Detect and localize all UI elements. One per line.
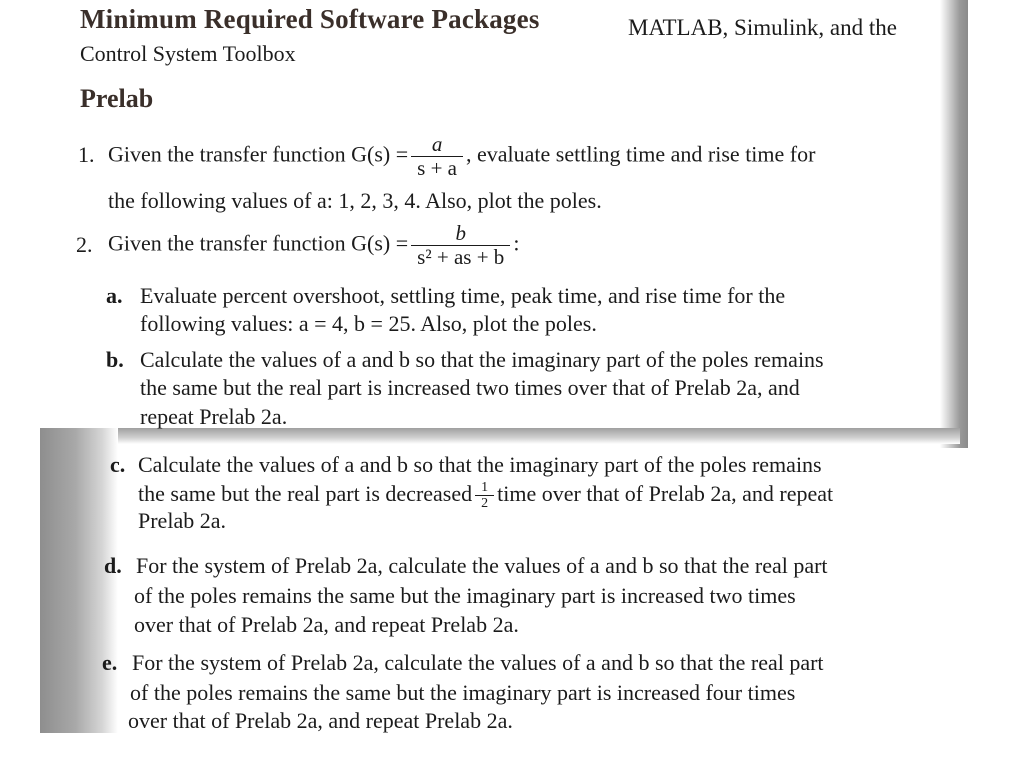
item-2-fraction-den: s² + as + b — [417, 245, 505, 270]
subitem-e-line1: For the system of Prelab 2a, calculate the values of a and b so that the real part — [132, 650, 824, 675]
item-2-fraction — [411, 222, 510, 269]
subitem-d-line1: For the system of Prelab 2a, calculate the values of a and b so that the real part — [136, 553, 828, 578]
item-1-number: 1. — [78, 142, 95, 167]
subitem-c-fraction-num: 1 — [475, 480, 494, 496]
section-title: Minimum Required Software Packages — [80, 4, 540, 34]
subitem-d-line2: of the poles remains the same but the imaginary part is increased two times — [134, 583, 796, 608]
subitem-b-line1: Calculate the values of a and b so that the imaginary part of the poles remains — [140, 347, 824, 372]
subitem-d-label: d. — [104, 553, 122, 578]
subitem-c-label: c. — [110, 452, 126, 477]
subitem-c-line3 — [138, 508, 226, 534]
subitem-e-line2: of the poles remains the same but the imaginary part is increased four times — [130, 680, 796, 705]
subitem-d-line3: over that of Prelab 2a, and repeat Prelab 2a. — [134, 612, 519, 637]
item-2-fraction-num: b — [411, 222, 510, 246]
item-2-line1 — [108, 222, 519, 269]
subitem-b-line3: repeat Prelab 2a. — [140, 404, 288, 429]
item-1-fraction-den: s + a — [417, 156, 457, 181]
subitem-c-line3-text: Prelab 2a. — [138, 508, 226, 533]
subitem-e-label: e. — [102, 650, 118, 675]
item-1-line1-after: , evaluate settling time and rise time for — [466, 141, 816, 167]
item-1-fraction-num: a — [411, 133, 463, 157]
subitem-c-line2-before: the same but the real part is decreased — [138, 480, 473, 506]
subitem-c-fraction — [475, 480, 494, 512]
subitem-c-line2-after: time over that of Prelab 2a, and repeat — [497, 480, 834, 506]
subitem-c-line1: Calculate the values of a and b so that the imaginary part of the poles remains — [138, 452, 822, 477]
item-2-line1-after: : — [513, 230, 520, 256]
item-1-line1 — [108, 133, 815, 180]
item-1-line1-before: Given the transfer function G(s) = — [108, 141, 409, 167]
scan-edge-right — [940, 0, 968, 448]
item-1-fraction — [411, 133, 463, 180]
subitem-b-line2: the same but the real part is increased two times over that of Prelab 2a, and — [140, 375, 800, 400]
item-2-line1-before: Given the transfer function G(s) = — [108, 230, 409, 256]
subitem-a-line2: following values: a = 4, b = 25. Also, plot the poles. — [140, 311, 597, 336]
subitem-c-line2 — [138, 480, 833, 512]
scan-edge-strip — [40, 428, 960, 444]
scan-edge-left — [40, 428, 118, 733]
section-title-rest: MATLAB, Simulink, and the — [628, 15, 897, 40]
subitem-e-line3: over that of Prelab 2a, and repeat Prelab 2a. — [128, 708, 513, 733]
item-1-line2: the following values of a: 1, 2, 3, 4. Also, plot the poles. — [108, 188, 602, 213]
section-title-line2: Control System Toolbox — [80, 41, 296, 66]
subitem-a-label: a. — [106, 283, 123, 308]
item-2-number: 2. — [76, 232, 93, 257]
subitem-b-label: b. — [106, 347, 124, 372]
prelab-heading: Prelab — [80, 84, 154, 113]
subitem-c-fraction-den: 2 — [481, 496, 489, 512]
subitem-a-line1: Evaluate percent overshoot, settling time, peak time, and rise time for the — [140, 283, 786, 308]
